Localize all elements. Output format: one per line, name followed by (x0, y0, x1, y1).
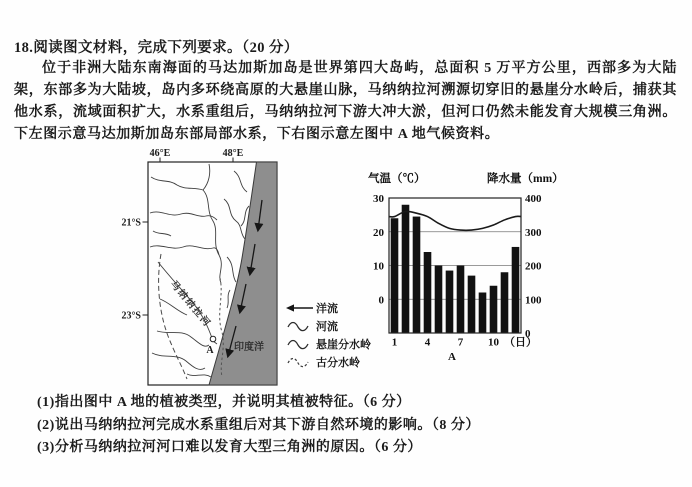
lat-label-21s: 21°S (121, 217, 141, 229)
climate-chart (368, 171, 564, 363)
legend-row-river (288, 319, 338, 333)
precip-tick-400: 400 (525, 193, 542, 205)
question-number-title: 18.阅读图文材料，完成下列要求。（20 分） (14, 40, 299, 56)
map-legend (286, 301, 371, 369)
figure-area (0, 146, 692, 390)
precip-bar-month-11 (501, 272, 509, 333)
figure-svg (0, 146, 692, 390)
madagascar-map (121, 148, 277, 385)
legend-row-current (286, 301, 338, 315)
precip-bar-month-9 (479, 293, 487, 334)
precip-bar-month-2 (402, 205, 410, 333)
precip-bar-month-3 (413, 217, 421, 333)
station-a-marker (210, 336, 216, 342)
legend-label-cliff-divide: 悬崖分水岭 (316, 339, 371, 351)
temp-tick-0: 0 (378, 294, 384, 307)
precip-tick-200: 200 (525, 260, 542, 273)
precip-bar-month-7 (457, 266, 465, 334)
chart-station-label: A (448, 351, 456, 363)
sub-questions (37, 392, 677, 460)
cliff-divide-icon (288, 341, 308, 349)
station-a-label: A (206, 345, 214, 356)
month-tick-7: 7 (457, 336, 464, 349)
mananara-river-label: 马纳纳拉河 (167, 279, 213, 330)
month-tick-1: 1 (391, 336, 398, 349)
legend-label-current: 洋流 (316, 303, 338, 315)
legend-row-cliff-divide (288, 337, 371, 351)
sub-question-1: (1)指出图中 A 地的植被类型，并说明其植被特征。（6 分） (37, 395, 411, 410)
precip-bar-month-5 (435, 266, 443, 334)
x-axis-unit-label: （日） (504, 336, 537, 349)
river-wave-icon (288, 323, 308, 331)
sub-question-2: (2)说出马纳纳拉河完成水系重组后对其下游自然环境的影响。（8 分） (37, 417, 480, 433)
precip-bar-month-10 (490, 286, 498, 333)
question-stem-paragraph: 位于非洲大陆东南海面的马达加斯加岛是世界第四大岛屿，总面积 5 万平方公里，西部多为大陆架，东部多为大陆坡，岛内多环绕高原的大悬崖山脉，马纳纳拉河溯源切穿旧的悬崖分水岭后，捕获其他水系，流域面积扩大，水系重组后，马纳纳拉河下游大冲大淤，但河口仍然未能发育大规模三角洲。下左图示意马达加斯加岛东部局部水系，下右图示意左图中 A 地气候资料。 (14, 61, 677, 142)
precip-tick-300: 300 (525, 226, 542, 239)
lat-label-23s: 23°S (121, 310, 141, 322)
temp-tick-30: 30 (373, 193, 384, 205)
cliff-divide-line (159, 254, 187, 379)
old-divide-icon (288, 359, 308, 367)
legend-label-old-divide: 古分水岭 (316, 357, 360, 369)
sub-question-3: (3)分析马纳纳拉河河口难以发育大型三角洲的原因。（6 分） (37, 440, 422, 455)
month-tick-10: 10 (488, 336, 499, 349)
temp-axis-title: 气温（℃） (368, 173, 426, 185)
lon-label-48e: 48°E (222, 148, 244, 159)
indian-ocean-label: 印度洋 (234, 342, 264, 353)
precip-bar-month-1 (391, 218, 399, 333)
temp-tick-20: 20 (373, 226, 384, 239)
precip-tick-0: 0 (525, 328, 531, 340)
precip-bar-month-12 (512, 247, 520, 333)
legend-label-river: 河流 (316, 321, 338, 333)
precip-bar-month-6 (446, 271, 454, 333)
temp-tick-10: 10 (373, 260, 384, 273)
legend-row-old-divide (288, 355, 360, 369)
precip-bar-month-8 (468, 276, 476, 333)
chart-plot-area (373, 193, 542, 349)
precip-axis-title: 降水量（mm） (487, 173, 564, 185)
precip-tick-100: 100 (525, 294, 542, 307)
lon-label-46e: 46°E (149, 148, 171, 159)
month-tick-4: 4 (424, 336, 431, 349)
current-arrowhead-icon (286, 304, 294, 311)
precip-bar-month-4 (424, 252, 432, 333)
